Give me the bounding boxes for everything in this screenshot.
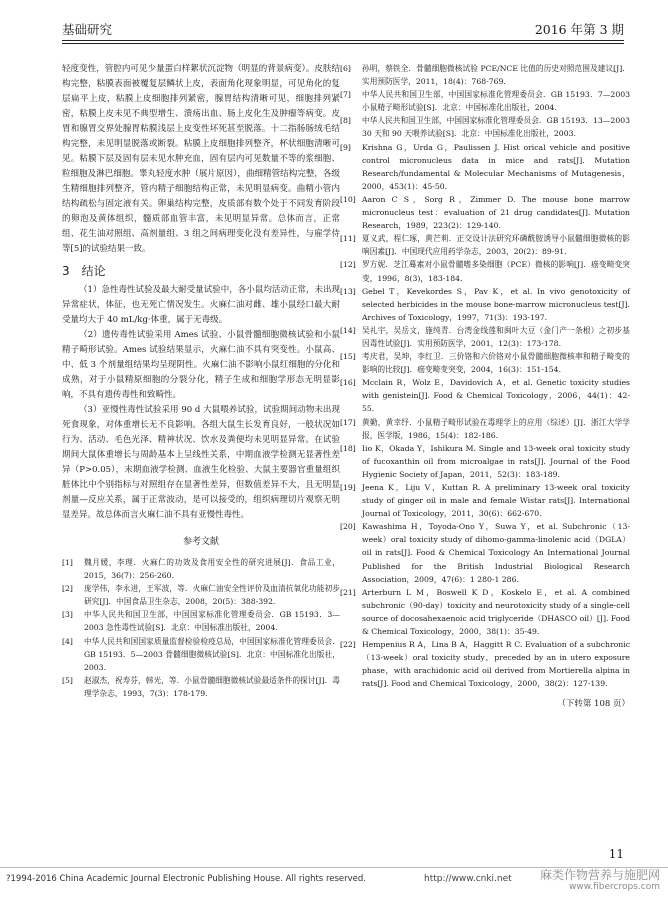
page-number: 11 xyxy=(608,847,624,861)
reference-number: [13] xyxy=(340,286,356,296)
reference-item xyxy=(340,114,630,140)
reference-item xyxy=(340,638,630,690)
header-rule xyxy=(62,40,624,41)
reference-item xyxy=(340,62,630,88)
reference-item xyxy=(340,193,630,232)
reference-number: [22] xyxy=(340,640,356,650)
watermark-url: www.fibercrops.com xyxy=(569,882,660,892)
reference-text: Jeena K，Liju V，Kuttan R. A preliminary 13-week oral toxicity study of ginger oil in male and female Wistar rats[J]. International Journal of Toxicology，2011，30(6)：662-670. xyxy=(362,483,630,519)
reference-item xyxy=(340,586,630,638)
reference-text: Krishna G，Urda G，Paulissen J. Hist orical vehicle and positive control micronucleus data in mice and rats[J]. Mutation Research/fundamental & Molecular Mechanisms of Mutagenesis，2000，453(1)：45-50. xyxy=(362,142,630,191)
conclusion-item-2: （2）遗传毒性试验采用 Ames 试验、小鼠骨髓细胞微核试验和小鼠精子畸形试验。Ames 试验结果显示，火麻仁油不具有突变性。小鼠高、中、低 3 个剂量组结果均呈现阴性。火麻仁油不影响小鼠红细胞的分化和成熟，对于小鼠精原细胞的分裂分化，精子生成和细胞学形态无明显影响，不具有遗传毒性和致畸性。 xyxy=(62,330,340,400)
reference-number: [16] xyxy=(340,378,356,388)
reference-text: 赵淑杰，祝寿芬，韩光，等．小鼠骨髓细胞微核试验最适条件的探讨[J]．毒理学杂志，1993，7(3)：178-179. xyxy=(84,675,340,698)
reference-text: Iio K，Okada Y，Ishikura M. Single and 13-week oral toxicity study of fucoxanthin oil from microalgae in rats[J]. Journal of the Food Hygienic Society of Japan，2011，52(3)：183-189. xyxy=(362,443,630,479)
reference-item xyxy=(62,582,340,608)
reference-text: 魏月媛，李理．火麻仁的功效及食用安全性的研究进展[J]．食品工业，2015，36(7)：256-260. xyxy=(84,558,340,581)
reference-item xyxy=(340,232,630,258)
reference-text: 夏义武，程仁琢，黄芒莉．正交设计法研究环磷酰胺诱导小鼠髓细胞微核的影响因素[J]．中国现代应用药学杂志，2003，20(2)：89-91. xyxy=(362,234,630,257)
reference-text: 中华人民共和国卫生部，中国国家标准化管理委员会．GB 15193．13—2003 30 天和 90 天喂养试验[S]．北京：中国标准化出版社，2003. xyxy=(362,116,630,139)
reference-number: [9] xyxy=(340,142,351,152)
reference-item xyxy=(340,324,630,350)
results-paragraph: 轻度变性，管腔内可见少量蛋白样絮状沉淀物（明显的背景病变）。皮肤结构完整，粘膜表面被覆复层鳞状上皮，表面角化现象明显，可见角化的复层扁平上皮，粘膜上皮细胞排列紧密，腺胃结构清晰可见，细胞排列紧密，粘膜上皮未见不典型增生、溃疡出血、肠上皮化生及肿瘤等病变。皮胃和腺胃交界处腺胃粘膜浅层上皮变性坏死甚至脱落。十二指肠肠绒毛结构完整，未见明显脱落或断裂。粘膜上皮细胞排列整齐，杯状细胞清晰可见。粘膜下层及固有层未见水肿充血，固有层内可见数量不等的浆细胞、粒细胞及淋巴细胞。睾丸轻度水肿（展片原因），曲细精管结构完整，各级生精细胞排列整齐，管内精子细胞结构正常，未见明显病变。曲精小管内结构疏松与固定液有关。卵巢结构完整，皮质部有数个处于不同发育阶段的卵泡及黄体组织，髓质部血管丰富，未见明显异常。总体而言，正常组、花生油对照组、高剂量组、3 组之间病理变化没有差异性，与雇学侍等[5]的试验结果一致。 xyxy=(62,64,340,254)
reference-item xyxy=(340,350,630,376)
reference-item xyxy=(340,416,630,442)
reference-number: [6] xyxy=(340,64,351,73)
reference-item xyxy=(340,88,630,114)
references-heading: 参考文献 xyxy=(182,537,219,547)
reference-item xyxy=(340,442,630,481)
reference-text: 中华人民共和国国家质量监督检验检疫总局，中国国家标准化管理委员会．GB 15193．5—2003 骨髓细胞微核试验[S]．北京：中国标准化出版社，2003. xyxy=(84,636,340,672)
reference-item xyxy=(340,285,630,324)
left-column xyxy=(62,62,340,700)
reference-text: Arterburn L M，Boswell K D，Koskelo E，et al. A combined subchronic（90-day）toxicity and neurotoxicity study of a single-cell source of docosahexaenoic acid triglyceride（DHASCO oil）[J]. Food & Chemical Toxicology，2000，38(1)：35-49. xyxy=(362,587,630,637)
reference-text: 罗方妮．芝江蓦素对小鼠骨髓嗜多染细胞（PCE）微核的影响[J]．癌变畸变突变，1996，8(3)，183-184. xyxy=(362,260,630,283)
reference-list-right xyxy=(340,62,630,691)
copyright-notice: ?1994-2016 China Academic Journal Electronic Publishing House. All rights reserved. xyxy=(6,874,366,884)
reference-number: [11] xyxy=(340,234,356,244)
reference-number: [17] xyxy=(340,417,356,427)
reference-text: Kawashima H，Toyoda-Ono Y，Suwa Y，et al. Subchronic（13-week）oral toxicity study of dihomo-gamma-linolenic acid（DGLA）oil in rats[J]. Food & Chemical Toxicology An International Journal Published for the British Industrial Biological Research Association，2009，47(6)：1 280-1 286. xyxy=(362,522,630,584)
conclusion-item-1: （1）急性毒性试验及最大耐受量试验中，各小鼠均活动正常，未出现异常症状，体征，也无死亡情况发生。火麻仁油对雌、雄小鼠经口最大耐受量均大于 40 mL/kg·体重，属于无毒级。 xyxy=(62,285,340,325)
continued-note: （下转第 108 页） xyxy=(557,698,630,709)
conclusion-heading: 3 结论 xyxy=(62,264,106,278)
reference-number: [14] xyxy=(340,325,356,335)
reference-text: 考庆君，吴坤，李红卫．三价铬和六价铬对小鼠骨髓细胞微核率和精子畸变的影响的比较[J]．癌变畸变突变，2004，16(3)：151-154. xyxy=(362,352,630,375)
reference-item xyxy=(340,141,630,193)
reference-text: Mcclain R，Wolz E，Davidovich A，et al. Genetic toxicity studies with genistein[J]. Food & Chemical Toxicology，2006，44(1)：42-55. xyxy=(362,378,630,414)
journal-section: 基础研究 xyxy=(62,22,113,37)
reference-number: [15] xyxy=(340,352,356,362)
watermark-chinese: 麻类作物营养与施肥网 xyxy=(539,868,660,882)
reference-text: 吴礼宇，吴岳文，施纯青．台湾金线莲和闽叶大豆（金门产一条根）之初步基因毒性试验[J]．实用预防医学，2001，12(3)：173-178. xyxy=(362,325,630,348)
reference-number: [19] xyxy=(340,483,356,492)
page-header xyxy=(62,8,624,44)
conclusion-item-3: （3）亚慢性毒性试验采用 90 d 大鼠喂养试验，试验期间动物未出现死食现象，对体重增长无不良影响。各组大鼠生长发育良好，一般状况如行为、活动、毛色光泽、精神状况、饮水及粪便均未见明显异常。在试验期间大鼠体重增长与周龄基本上呈线性关系，中期血液学检测无显著性差异（P>0.05），末期血液学检测、血液生化检验、大鼠主要器官重量组织脏体比中个别指标与对照组存在显著性差异，但数值差异不大，且无明显剂量—反应关系，属于正常波动，是可以接受的，组织病理切片观察无明显差异。故总体而言火麻仁油不具有亚慢性毒性。 xyxy=(62,405,340,520)
reference-item xyxy=(62,608,340,634)
publisher-site: http://www.cnki.net xyxy=(424,874,512,884)
reference-number: [5] xyxy=(62,675,73,685)
reference-number: [20] xyxy=(340,522,356,532)
reference-text: Aaron C S，Sorg R，Zimmer D. The mouse bone marrow micronucleus test：evaluation of 21 drug candidates[J]. Mutation Research，1989，223(2)：129-140. xyxy=(362,194,630,231)
journal-issue: 2016 年第 3 期 xyxy=(534,22,624,37)
reference-number: [1] xyxy=(62,558,73,567)
reference-item xyxy=(340,376,630,415)
watermark xyxy=(540,868,660,893)
reference-number: [7] xyxy=(340,90,351,100)
reference-number: [4] xyxy=(62,636,73,646)
reference-text: 中华人民共和国卫生部，中国国家标准化管理委员会．GB 15193．7—2003 小鼠精子畸形试验[S]．北京：中国标准化出版社，2004. xyxy=(362,90,630,113)
reference-text: Hempenius R A，Lina B A，Haggitt R C. Evaluation of a subchronic（13-week）oral toxicity study，preceded by an in utero exposure phase，with arachidonic acid oil derived from Mortierella alpina in rats[J]. Food and Chemical Toxicology，2000，38(2)：127-139. xyxy=(362,640,630,689)
reference-text: 中华人民共和国卫生部，中国国家标准化管理委员会．GB 15193．3—2003 急性毒性试验[S]．北京：中国标准出版社，2004. xyxy=(84,610,340,633)
reference-number: [21] xyxy=(340,587,356,597)
reference-number: [3] xyxy=(62,610,73,620)
reference-number: [12] xyxy=(340,260,356,270)
header-rule-double xyxy=(62,43,624,44)
reference-number: [2] xyxy=(62,584,73,594)
reference-number: [18] xyxy=(340,443,356,453)
reference-item xyxy=(62,635,340,674)
reference-item xyxy=(340,481,630,520)
reference-item xyxy=(62,556,340,582)
reference-item xyxy=(340,520,630,585)
reference-text: Gebel T，Kevekordes S，Pav K，et al. In vivo genotoxicity of selected herbicides in the mouse bone-marrow micronucleus test[J]. Archives of Toxicology，1997，71(3)：193-197. xyxy=(362,286,630,322)
reference-text: 黄勤，黄幸纾．小鼠精子畸形试验在毒理学上的应用（综述）[J]．浙江大学学报，医学版，1986，15(4)：182-186. xyxy=(362,417,630,440)
reference-list-left xyxy=(62,556,340,700)
reference-text: 庞学伟，李永进，王军波，等．火麻仁油安全性评价及血清抗氧化功能初步研究[J]．中国食品卫生杂志，2008，20(5)：388-392. xyxy=(84,584,340,607)
reference-number: [10] xyxy=(340,194,356,204)
reference-text: 孙明，蔡铁全．骨髓细胞微核试验 PCE/NCE 比值的历史对照范围及建议[J]．实用预防医学，2011，18(4)：768-769. xyxy=(362,64,630,87)
right-column xyxy=(340,62,630,712)
reference-item xyxy=(340,258,630,284)
reference-number: [8] xyxy=(340,116,351,126)
reference-item xyxy=(62,674,340,700)
